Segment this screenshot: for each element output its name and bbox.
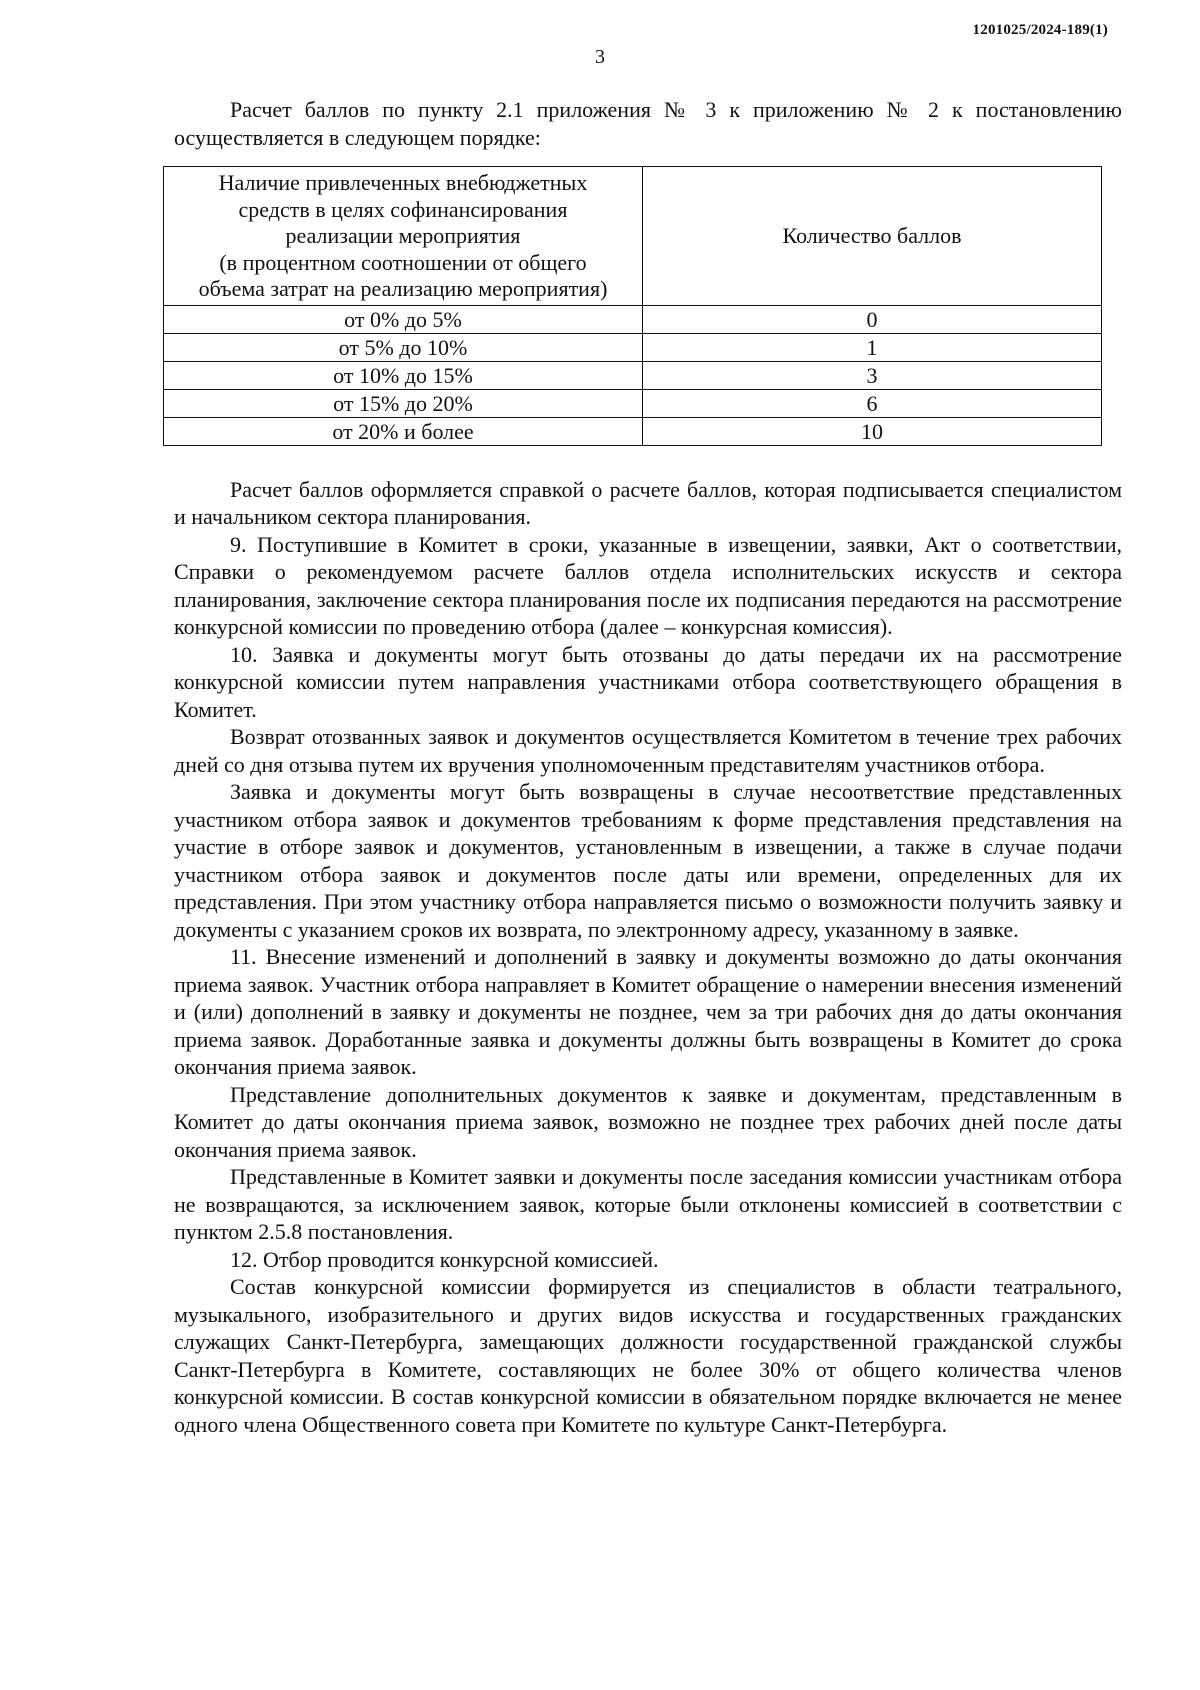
range-cell: от 0% до 5% (164, 305, 643, 333)
table-row (164, 417, 1102, 445)
points-table (163, 166, 1102, 446)
paragraph-score-report: Расчет баллов оформляется справкой о расчете баллов, которая подписывается специалистом и начальником сектора планирования. (174, 476, 1122, 529)
points-cell: 0 (643, 305, 1102, 333)
funding-share-header-line: средств в целях софинансирования (238, 196, 568, 222)
page-number: 3 (595, 46, 605, 68)
funding-share-header-line: объема затрат на реализацию мероприятия) (198, 276, 608, 301)
paragraph-commission-composition: Состав конкурсной комиссии формируется из специалистов в области театрального, музыкального, изобразительного и других видов искусства и государственных гражданских служащих Санкт-Петербурга, замещающих должности государственной гражданской службы Санкт-Петербурга в Комитете, составляющих не более 30% от общего количества членов конкурсной комиссии. В состав конкурсной комиссии в обязательном порядке включается не менее одного члена Общественного совета при Комитете по культуре Санкт-Петербурга. (174, 1274, 1122, 1437)
paragraph-item-10: 10. Заявка и документы могут быть отозваны до даты передачи их на рассмотрение конкурсной комиссии путем направления участниками отбора соответствующего обращения в Комитет. (174, 641, 1122, 722)
spacer (174, 446, 1122, 476)
paragraph-not-returned: Представленные в Комитет заявки и документы после заседания комиссии участникам отбора не возвращаются, за исключением заявок, которые были отклонены комиссией в соответствии с пунктом 2.5.8 постановления. (174, 1164, 1122, 1244)
points-cell: 6 (643, 389, 1102, 417)
table-row (164, 333, 1102, 361)
funding-share-header-line: реализации мероприятия (285, 223, 521, 248)
range-cell: от 20% и более (164, 417, 643, 445)
table-row (164, 361, 1102, 389)
document-body (174, 96, 1122, 1438)
range-cell: от 15% до 20% (164, 389, 643, 417)
paragraph-item-9: 9. Поступившие в Комитет в сроки, указанные в извещении, заявки, Акт о соответствии, Справки о рекомендуемом расчете баллов отдела исполнительских искусств и сектора планирования, заключение сектора планирования после их подписания передаются на рассмотрение конкурсной комиссии по проведению отбора (далее – конкурсная комиссия). (174, 531, 1122, 639)
paragraph-item-11: 11. Внесение изменений и дополнений в заявку и документы возможно до даты окончания приема заявок. Участник отбора направляет в Комитет обращение о намерении внесения изменений и (или) дополнений в заявку и документы не позднее, чем за три рабочих дня до даты окончания приема заявок. Доработанные заявка и документы должны быть возвращены в Комитет до срока окончания приема заявок. (174, 944, 1122, 1079)
points-table-header (164, 167, 1102, 306)
table-row (164, 305, 1102, 333)
points-cell: 3 (643, 361, 1102, 389)
funding-share-header (164, 167, 643, 306)
points-cell: 1 (643, 333, 1102, 361)
intro-paragraph: Расчет баллов по пункту 2.1 приложения № 3 к приложению № 2 к постановлению осуществляется в следующем порядке: (174, 97, 1122, 150)
range-cell: от 5% до 10% (164, 333, 643, 361)
paragraph-item-12: 12. Отбор проводится конкурсной комиссией. (230, 1246, 659, 1272)
points-cell: 10 (643, 417, 1102, 445)
paragraph-return-withdrawn: Возврат отозванных заявок и документов осуществляется Комитетом в течение трех рабочих дней со дня отзыва путем их вручения уполномоченным представителям участников отбора. (174, 724, 1122, 777)
points-header: Количество баллов (643, 167, 1102, 306)
funding-share-header-line: Наличие привлеченных внебюджетных (218, 170, 588, 195)
document-registration-number: 1201025/2024-189(1) (972, 22, 1108, 38)
paragraph-return-noncompliant: Заявка и документы могут быть возвращены в случае несоответствие представленных участником отбора заявок и документов требованиям к форме представления представления на участие в отборе заявок и документов, установленным в извещении, а также в случае подачи участником отбора заявок и документов после даты или времени, определенных для их представления. При этом участнику отбора направляется письмо о возможности получить заявку и документы с указанием сроков их возврата, по электронному адресу, указанному в заявке. (174, 779, 1122, 942)
table-row (164, 389, 1102, 417)
funding-share-header-line: (в процентном соотношении от общего (219, 249, 587, 275)
paragraph-additional-documents: Представление дополнительных документов к заявке и документам, представленным в Комитет до даты окончания приема заявок, возможно не позднее трех рабочих дней после даты окончания приема заявок. (174, 1081, 1122, 1162)
range-cell: от 10% до 15% (164, 361, 643, 389)
